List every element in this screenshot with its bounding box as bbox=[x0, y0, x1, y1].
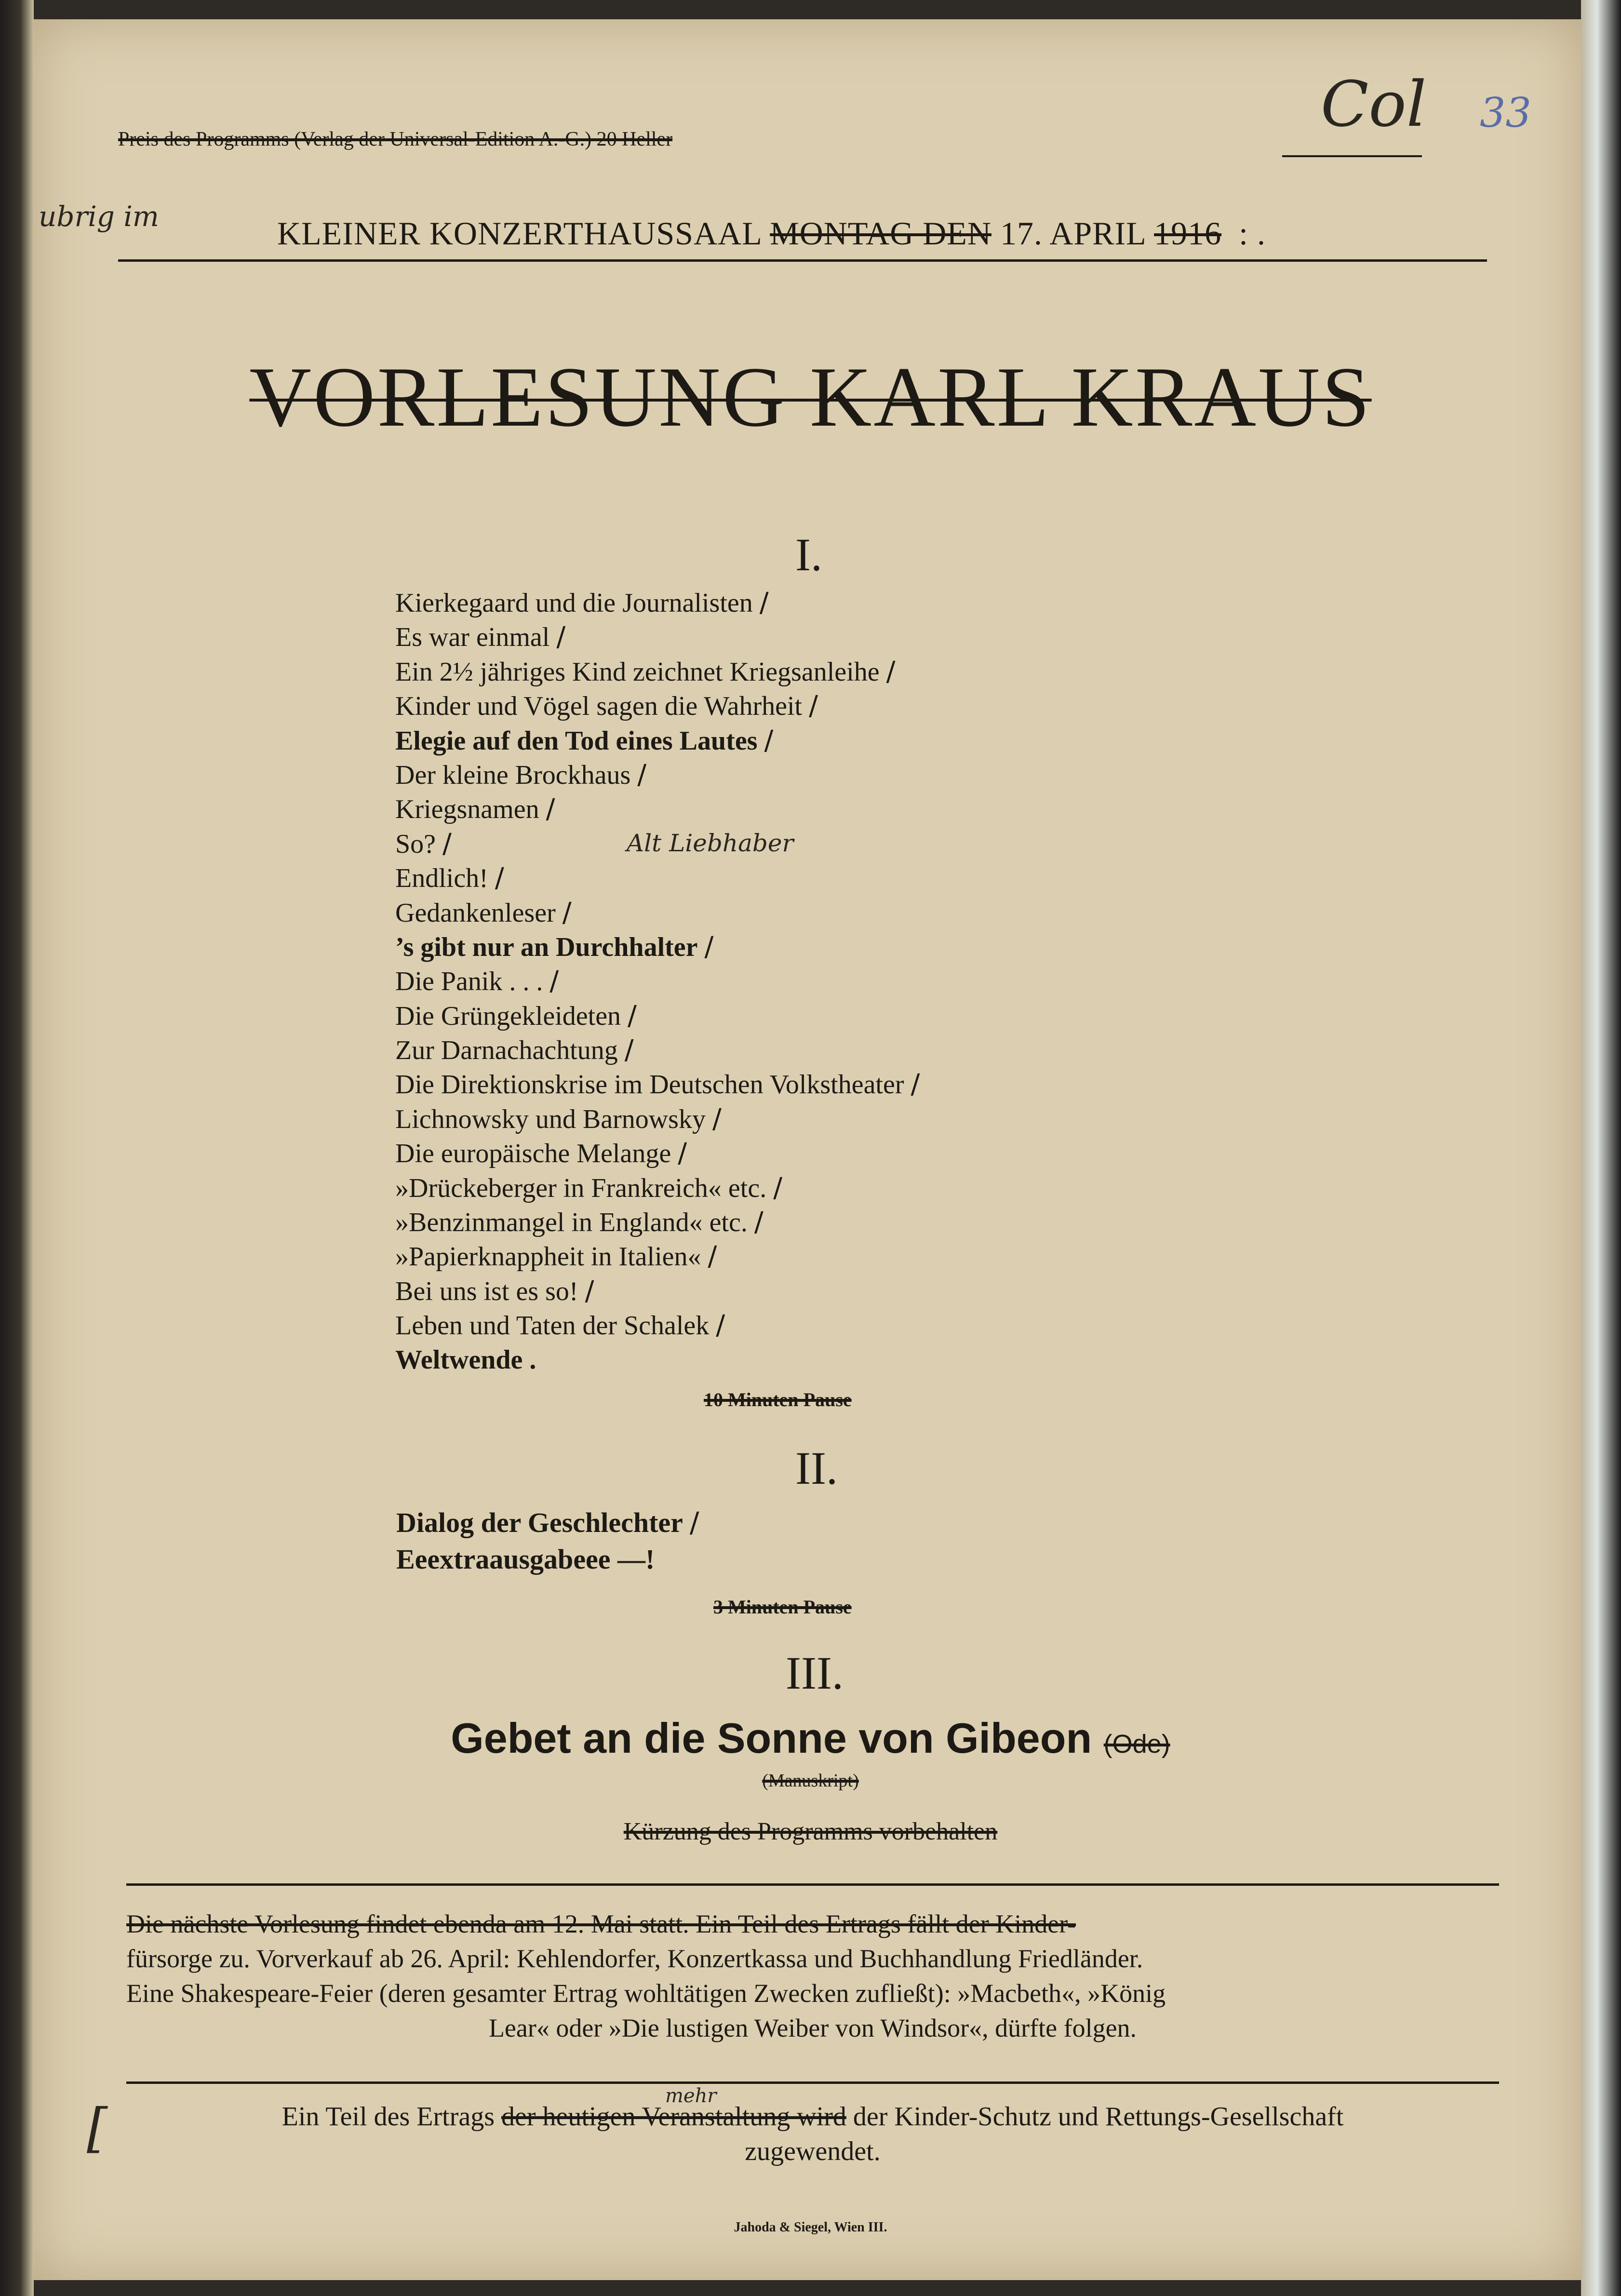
venue: KLEINER KONZERTHAUSSAAL bbox=[277, 215, 762, 252]
program-item: ’s gibt nur an Durchhalter / bbox=[395, 931, 714, 963]
program-item: Elegie auf den Tod eines Lautes / bbox=[395, 725, 774, 756]
program-item: So? / bbox=[395, 828, 452, 859]
page-edge bbox=[1581, 0, 1621, 2296]
program-item: Die europäische Melange / bbox=[395, 1138, 687, 1169]
next-reading-notice bbox=[126, 1907, 1499, 2045]
archive-number: 33 bbox=[1480, 89, 1531, 136]
advance-sale-line: fürsorge zu. Vorverkauf ab 26. April: Kehlendorfer, Konzertkassa und Buchhandlung Friedländer. bbox=[126, 1944, 1143, 1973]
binding-edge bbox=[0, 0, 34, 2296]
program-item: Kriegsnamen / bbox=[395, 793, 555, 825]
part2-pause: 3 Minuten Pause bbox=[713, 1596, 852, 1618]
archive-mark: Col bbox=[1321, 67, 1427, 141]
footer-rule-bottom bbox=[126, 2081, 1499, 2084]
program-item: Es war einmal / bbox=[395, 621, 566, 653]
program-item: Eeextraausgabeee —! bbox=[396, 1544, 655, 1575]
proceeds-notice bbox=[126, 2099, 1499, 2169]
proceeds-line-2: zugewendet. bbox=[745, 2136, 881, 2166]
part2-numeral: II. bbox=[795, 1442, 838, 1494]
shakespeare-line-2: Lear« oder »Die lustigen Weiber von Windsor«, dürfte folgen. bbox=[488, 2014, 1137, 2042]
part3-numeral: III. bbox=[786, 1647, 844, 1699]
program-item: Bei uns ist es so! / bbox=[395, 1275, 594, 1307]
archive-mark-underline bbox=[1282, 155, 1422, 157]
program-item: Lichnowsky und Barnowsky / bbox=[395, 1103, 722, 1135]
program-item: Weltwende . bbox=[395, 1344, 536, 1375]
bracket-mark: [ bbox=[87, 2097, 107, 2159]
program-item: Ein 2½ jähriges Kind zeichnet Kriegsanleihe / bbox=[395, 656, 896, 687]
proceeds-line: Ein Teil des Ertrags der heutigen Veranstaltung wird der Kinder-Schutz und Rettungs-Gesellschaft bbox=[281, 2102, 1344, 2132]
insertion-mark: mehr bbox=[665, 2085, 717, 2107]
program-item: »Drückeberger in Frankreich« etc. / bbox=[395, 1172, 783, 1204]
date: 17. APRIL bbox=[1000, 215, 1146, 252]
title-word: VORLESUNG bbox=[249, 349, 787, 444]
program-item: Zur Darnachachtung / bbox=[395, 1034, 634, 1066]
shakespeare-line: Eine Shakespeare-Feier (deren gesamter Ertrag wohltätigen Zwecken zufließt): »Macbeth«, »König bbox=[126, 1979, 1166, 2008]
next-reading-line: Die nächste Vorlesung findet ebenda am 12. Mai statt. Ein Teil des Ertrags fällt der Kinder- bbox=[126, 1909, 1076, 1938]
program-item: Kierkegaard und die Journalisten / bbox=[395, 587, 769, 618]
program-item: Die Grüngekleideten / bbox=[395, 1000, 637, 1032]
footer-rule-top bbox=[126, 1883, 1499, 1886]
left-margin-note: ubrig im bbox=[39, 200, 159, 233]
main-title bbox=[0, 347, 1621, 446]
program-item: Kinder und Vögel sagen die Wahrheit / bbox=[395, 690, 818, 722]
program-item: Dialog der Geschlechter / bbox=[396, 1506, 699, 1539]
title-name: KARL KRAUS bbox=[809, 349, 1372, 444]
program-item: »Benzinmangel in England« etc. / bbox=[395, 1207, 764, 1238]
reservation-note: Kürzung des Programms vorbehalten bbox=[623, 1818, 998, 1845]
program-item: Die Panik . . . / bbox=[395, 966, 559, 997]
printer-imprint: Jahoda & Siegel, Wien III. bbox=[734, 2220, 887, 2235]
part1-numeral: I. bbox=[795, 529, 822, 580]
part1-pause: 10 Minuten Pause bbox=[704, 1389, 852, 1410]
program-item: »Papierknappheit in Italien« / bbox=[395, 1241, 717, 1273]
part3-work: Gebet an die Sonne von Gibeon bbox=[451, 1714, 1092, 1762]
program-margin-note: Alt Liebhaber bbox=[627, 829, 794, 857]
program-item: Die Direktionskrise im Deutschen Volkstheater / bbox=[395, 1069, 920, 1101]
manuscript-note: (Manuskript) bbox=[762, 1771, 859, 1791]
price-note: Preis des Programms (Verlag der Universal-Edition A.-G.) 20 Heller bbox=[118, 128, 673, 150]
colon-mark: : . bbox=[1230, 215, 1266, 252]
program-item: Endlich! / bbox=[395, 862, 504, 894]
program-item: Leben und Taten der Schalek / bbox=[395, 1310, 725, 1342]
year: 1916 bbox=[1154, 215, 1222, 252]
weekday-date-prefix: MONTAG DEN bbox=[770, 215, 991, 252]
venue-date-line bbox=[277, 215, 1266, 253]
part3-genre: (Ode) bbox=[1103, 1730, 1170, 1759]
part1-program-list bbox=[395, 586, 920, 1377]
program-item: Gedankenleser / bbox=[395, 897, 572, 928]
program-item: Der kleine Brockhaus / bbox=[395, 759, 647, 791]
part2-program-list bbox=[396, 1504, 699, 1578]
header-rule bbox=[118, 259, 1487, 262]
part3-title bbox=[0, 1714, 1621, 1763]
